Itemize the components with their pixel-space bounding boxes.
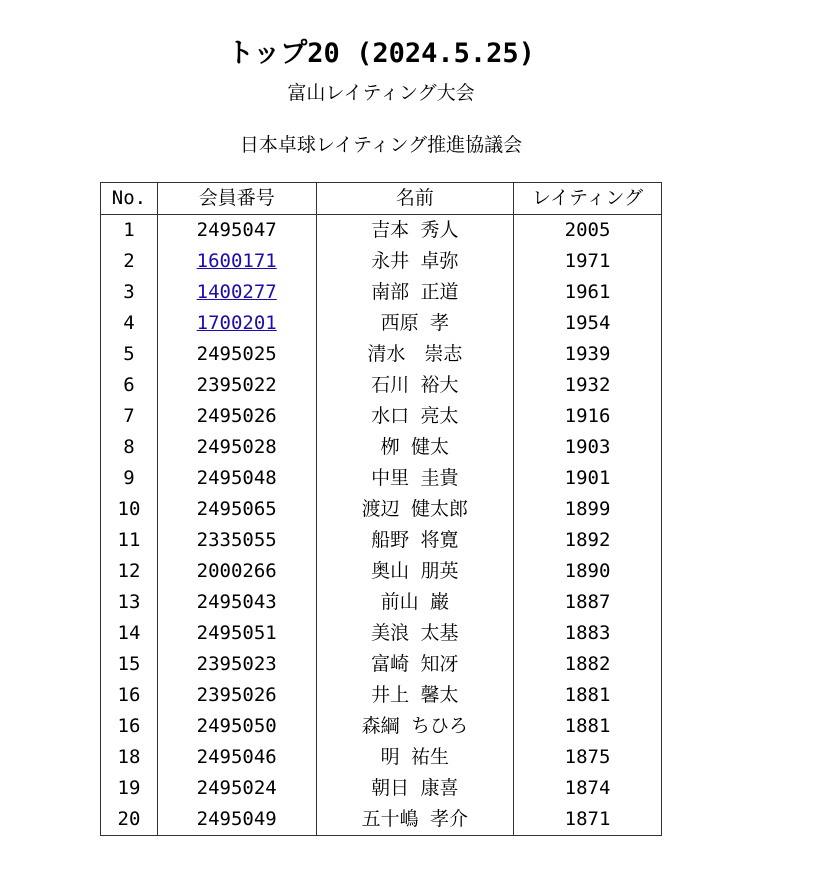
rating-cell: 1961 [514,277,662,308]
rank-cell: 11 [101,525,158,556]
rating-cell: 1939 [514,339,662,370]
column-header-name: 名前 [316,183,514,215]
rating-cell: 1871 [514,804,662,836]
table-row [101,587,662,618]
table-row [101,618,662,649]
player-name-cell: 南部 正道 [316,277,514,308]
member-id-cell: 2495046 [157,742,316,773]
rating-cell: 1883 [514,618,662,649]
player-name-cell: 吉本 秀人 [316,215,514,247]
rank-cell: 16 [101,680,158,711]
player-name-cell: 西原 孝 [316,308,514,339]
rank-cell: 16 [101,711,158,742]
table-row [101,277,662,308]
member-id-cell: 2495043 [157,587,316,618]
player-name-cell: 清水 崇志 [316,339,514,370]
organization-name: 日本卓球レイティング推進協議会 [239,134,523,156]
rank-cell: 1 [101,215,158,247]
rating-cell: 1881 [514,711,662,742]
rank-cell: 8 [101,432,158,463]
player-name-cell: 栁 健太 [316,432,514,463]
player-name-cell: 前山 巌 [316,587,514,618]
rating-cell: 1881 [514,680,662,711]
table-row [101,215,662,247]
rank-cell: 19 [101,773,158,804]
rating-cell: 1954 [514,308,662,339]
rank-cell: 18 [101,742,158,773]
table-row [101,432,662,463]
player-name-cell: 美浪 太基 [316,618,514,649]
rating-cell: 1932 [514,370,662,401]
member-id-cell: 2495065 [157,494,316,525]
member-id-cell: 2395022 [157,370,316,401]
table-row [101,308,662,339]
rating-cell: 1875 [514,742,662,773]
rating-cell: 1892 [514,525,662,556]
rank-cell: 15 [101,649,158,680]
member-id-cell [157,246,316,277]
table-row [101,494,662,525]
player-name-cell: 渡辺 健太郎 [316,494,514,525]
table-row [101,525,662,556]
table-row [101,711,662,742]
table-row [101,556,662,587]
member-id-cell: 2000266 [157,556,316,587]
table-row [101,339,662,370]
member-id-cell [157,277,316,308]
member-id-cell: 2495051 [157,618,316,649]
rank-cell: 2 [101,246,158,277]
rank-cell: 6 [101,370,158,401]
rank-cell: 13 [101,587,158,618]
table-row [101,246,662,277]
rating-cell: 1890 [514,556,662,587]
ranking-table-body [101,215,662,836]
rank-cell: 5 [101,339,158,370]
rank-cell: 3 [101,277,158,308]
rank-cell: 7 [101,401,158,432]
member-id-link[interactable]: 1600171 [196,250,277,272]
member-id-link[interactable]: 1700201 [196,312,277,334]
column-header-no: No. [101,183,158,215]
rating-cell: 1901 [514,463,662,494]
player-name-cell: 石川 裕大 [316,370,514,401]
ranking-table [100,182,662,836]
page-title: トップ20 (2024.5.25) [227,38,535,69]
member-id-cell: 2495050 [157,711,316,742]
member-id-cell: 2495026 [157,401,316,432]
member-id-cell: 2495048 [157,463,316,494]
member-id-link[interactable]: 1400277 [196,281,277,303]
member-id-cell: 2495028 [157,432,316,463]
member-id-cell: 2395026 [157,680,316,711]
rank-cell: 12 [101,556,158,587]
player-name-cell: 森綱 ちひろ [316,711,514,742]
column-header-rating: レイティング [514,183,662,215]
table-row [101,680,662,711]
table-row [101,370,662,401]
rating-cell: 1916 [514,401,662,432]
rating-cell: 1887 [514,587,662,618]
table-header-row [101,183,662,215]
column-header-member-id: 会員番号 [157,183,316,215]
member-id-cell: 2335055 [157,525,316,556]
player-name-cell: 中里 圭貴 [316,463,514,494]
rating-cell: 1874 [514,773,662,804]
tournament-name: 富山レイティング大会 [287,82,475,104]
table-row [101,463,662,494]
rank-cell: 10 [101,494,158,525]
table-row [101,742,662,773]
table-row [101,804,662,836]
member-id-cell: 2495049 [157,804,316,836]
member-id-cell: 2495024 [157,773,316,804]
rating-cell: 1971 [514,246,662,277]
player-name-cell: 明 祐生 [316,742,514,773]
member-id-cell: 2395023 [157,649,316,680]
rank-cell: 4 [101,308,158,339]
rank-cell: 9 [101,463,158,494]
player-name-cell: 五十嶋 孝介 [316,804,514,836]
member-id-cell: 2495047 [157,215,316,247]
table-row [101,401,662,432]
rating-cell: 1903 [514,432,662,463]
rating-cell: 2005 [514,215,662,247]
member-id-cell: 2495025 [157,339,316,370]
player-name-cell: 水口 亮太 [316,401,514,432]
player-name-cell: 永井 卓弥 [316,246,514,277]
player-name-cell: 朝日 康喜 [316,773,514,804]
rank-cell: 14 [101,618,158,649]
rating-cell: 1882 [514,649,662,680]
table-row [101,649,662,680]
rank-cell: 20 [101,804,158,836]
member-id-cell [157,308,316,339]
table-row [101,773,662,804]
player-name-cell: 富崎 知冴 [316,649,514,680]
player-name-cell: 奥山 朋英 [316,556,514,587]
rating-cell: 1899 [514,494,662,525]
player-name-cell: 船野 将寛 [316,525,514,556]
player-name-cell: 井上 馨太 [316,680,514,711]
